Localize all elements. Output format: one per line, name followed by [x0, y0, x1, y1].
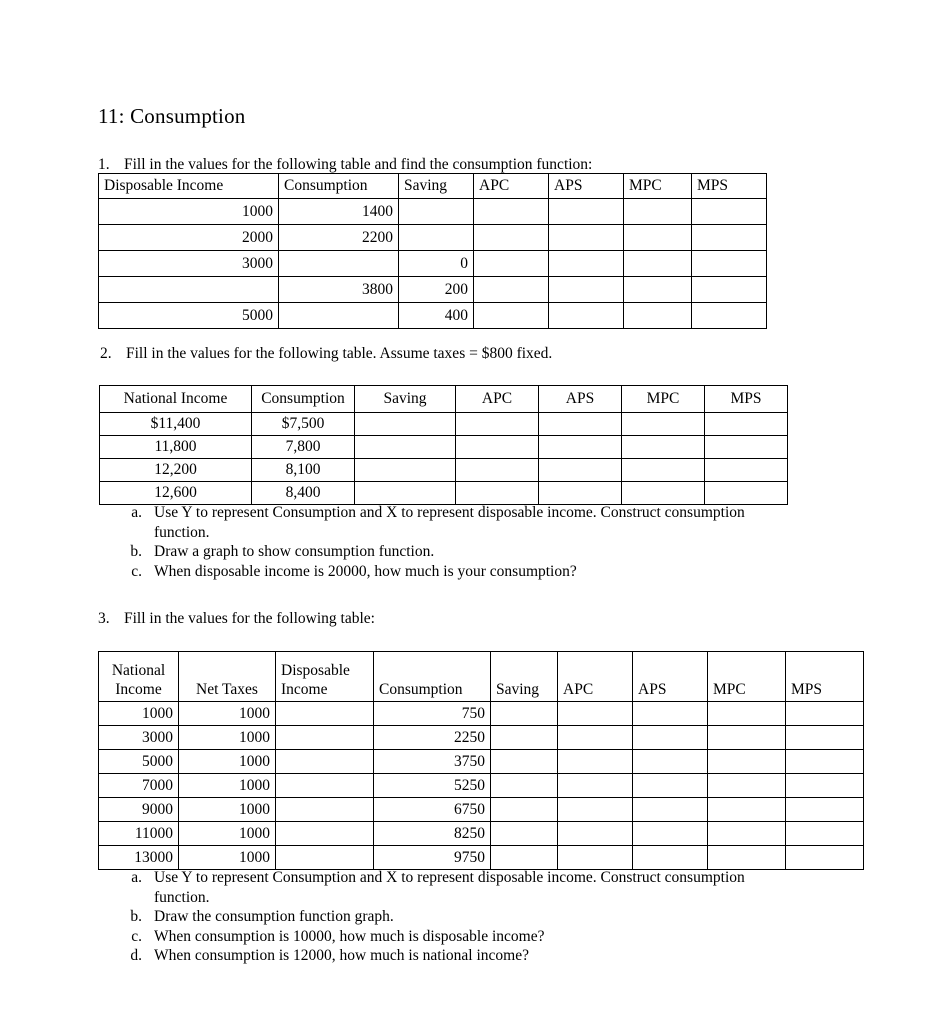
table-cell: 7000	[99, 774, 179, 798]
subquestion-text: Use Y to represent Consumption and X to represent disposable income. Construct consumption function.	[154, 504, 745, 541]
table-cell: 13000	[99, 846, 179, 870]
question-2-prompt	[100, 344, 552, 363]
table-row	[99, 277, 767, 303]
table-cell	[355, 459, 456, 482]
table-cell	[456, 436, 539, 459]
table-cell	[456, 413, 539, 436]
column-header: Saving	[491, 652, 558, 702]
table-cell: 9750	[374, 846, 491, 870]
table-cell: 750	[374, 702, 491, 726]
question-1-prompt	[98, 155, 592, 174]
table-cell	[549, 277, 624, 303]
table-cell	[456, 482, 539, 505]
table-cell	[491, 702, 558, 726]
table-cell	[786, 822, 864, 846]
table-cell	[692, 303, 767, 329]
table-row	[99, 225, 767, 251]
table-cell: 400	[399, 303, 474, 329]
table-cell	[633, 726, 708, 750]
column-header: Net Taxes	[179, 652, 276, 702]
table-cell	[708, 846, 786, 870]
table-cell: 9000	[99, 798, 179, 822]
subquestion-item	[120, 542, 800, 562]
table-cell: 11000	[99, 822, 179, 846]
table-row	[99, 199, 767, 225]
table-row	[99, 798, 864, 822]
table-row	[99, 846, 864, 870]
subquestion-text: Draw a graph to show consumption function.	[154, 543, 435, 560]
table-cell	[549, 303, 624, 329]
table-cell: 8,400	[252, 482, 355, 505]
subquestion-item	[120, 946, 800, 966]
table-cell: 2200	[279, 225, 399, 251]
table-cell	[786, 750, 864, 774]
table-cell: 1000	[179, 726, 276, 750]
table-national-income-fixed-tax	[99, 385, 788, 505]
table-cell	[279, 251, 399, 277]
table-cell: 5250	[374, 774, 491, 798]
column-header: MPC	[624, 174, 692, 199]
table-cell	[558, 846, 633, 870]
table-cell	[692, 225, 767, 251]
table-cell	[558, 798, 633, 822]
subquestion-text: When consumption is 12000, how much is national income?	[154, 947, 529, 964]
table-cell	[708, 702, 786, 726]
subquestion-text: When disposable income is 20000, how much is your consumption?	[154, 562, 577, 580]
question-3-text: Fill in the values for the following table:	[124, 610, 375, 627]
column-header: National Income	[100, 386, 252, 413]
table-cell: 3000	[99, 251, 279, 277]
table-cell: 1000	[179, 846, 276, 870]
table-row	[99, 774, 864, 798]
column-header: MPC	[708, 652, 786, 702]
table-cell: 3000	[99, 726, 179, 750]
subquestion-text: When consumption is 10000, how much is disposable income?	[154, 927, 545, 945]
table-cell	[622, 482, 705, 505]
table-cell	[705, 436, 788, 459]
table-cell	[474, 277, 549, 303]
table-cell	[399, 199, 474, 225]
table-cell	[276, 774, 374, 798]
table-cell	[491, 798, 558, 822]
table-cell	[99, 277, 279, 303]
table-cell: 8250	[374, 822, 491, 846]
table-cell	[633, 702, 708, 726]
column-header: Consumption	[252, 386, 355, 413]
question-2-subquestions	[120, 503, 800, 581]
table-cell	[276, 702, 374, 726]
table-national-income-net-taxes	[98, 651, 864, 870]
column-header: APC	[474, 174, 549, 199]
subquestion-item	[120, 907, 800, 927]
table-row	[99, 303, 767, 329]
table-cell	[558, 702, 633, 726]
table-cell	[708, 822, 786, 846]
table-cell	[705, 482, 788, 505]
table-cell: 1000	[99, 702, 179, 726]
table-cell	[633, 798, 708, 822]
table-cell	[549, 251, 624, 277]
table-cell: 2000	[99, 225, 279, 251]
table-cell: 1000	[179, 702, 276, 726]
table-cell: 12,600	[100, 482, 252, 505]
column-header: APS	[633, 652, 708, 702]
question-3-number: 3.	[98, 610, 110, 627]
table-cell	[692, 199, 767, 225]
question-3-subquestions	[120, 868, 800, 966]
table-cell	[708, 798, 786, 822]
table-cell: 8,100	[252, 459, 355, 482]
table-cell	[622, 413, 705, 436]
table-cell	[692, 251, 767, 277]
table-cell	[491, 774, 558, 798]
column-header: Saving	[399, 174, 474, 199]
column-header: Consumption	[374, 652, 491, 702]
subquestion-item	[120, 927, 800, 947]
column-header: MPS	[705, 386, 788, 413]
table-cell	[708, 774, 786, 798]
table-cell: 7,800	[252, 436, 355, 459]
table-cell	[633, 822, 708, 846]
table-cell	[786, 846, 864, 870]
column-header: MPS	[786, 652, 864, 702]
subquestion-letter: a.	[131, 869, 142, 886]
column-header: APS	[549, 174, 624, 199]
table-cell	[276, 846, 374, 870]
table-row	[100, 459, 788, 482]
table-cell	[456, 459, 539, 482]
table-cell	[549, 225, 624, 251]
subquestion-letter: b.	[130, 908, 142, 925]
table-cell	[474, 303, 549, 329]
table-cell: 1000	[179, 774, 276, 798]
table-cell	[276, 750, 374, 774]
column-header: APS	[539, 386, 622, 413]
table-cell	[786, 702, 864, 726]
column-header: Saving	[355, 386, 456, 413]
table-cell	[355, 436, 456, 459]
column-header: Disposable Income	[276, 652, 374, 702]
question-1-text: Fill in the values for the following table and find the consumption function:	[124, 156, 593, 173]
table-cell: 2250	[374, 726, 491, 750]
table-cell: 12,200	[100, 459, 252, 482]
table-header-row	[99, 652, 864, 702]
table-cell	[624, 303, 692, 329]
column-header: National Income	[99, 652, 179, 702]
table-cell: $11,400	[100, 413, 252, 436]
table-cell	[705, 459, 788, 482]
table-cell: 1400	[279, 199, 399, 225]
table-cell	[549, 199, 624, 225]
column-header: APC	[558, 652, 633, 702]
table-cell: 1000	[179, 798, 276, 822]
column-header: Consumption	[279, 174, 399, 199]
table-cell: 1000	[99, 199, 279, 225]
question-2-number: 2.	[100, 345, 112, 362]
table-cell	[633, 774, 708, 798]
column-header: MPS	[692, 174, 767, 199]
table-cell	[276, 726, 374, 750]
table-row	[99, 822, 864, 846]
table-row	[100, 413, 788, 436]
table-row	[99, 702, 864, 726]
table-row	[100, 482, 788, 505]
table-cell	[399, 225, 474, 251]
table-cell	[633, 846, 708, 870]
table-cell: 200	[399, 277, 474, 303]
table-cell	[276, 822, 374, 846]
table-cell	[558, 750, 633, 774]
table-cell	[624, 199, 692, 225]
subquestion-letter: a.	[131, 504, 142, 521]
table-cell	[692, 277, 767, 303]
table-cell	[474, 225, 549, 251]
table-cell	[624, 225, 692, 251]
table-cell	[786, 726, 864, 750]
column-header: MPC	[622, 386, 705, 413]
table-cell	[279, 303, 399, 329]
subquestion-letter: d.	[130, 947, 142, 964]
table-cell: 3800	[279, 277, 399, 303]
question-2-text: Fill in the values for the following table. Assume taxes = $800 fixed.	[126, 345, 553, 362]
question-3-prompt	[98, 609, 375, 628]
table-cell	[624, 277, 692, 303]
table-cell: 1000	[179, 822, 276, 846]
subquestion-item	[120, 562, 800, 582]
table-cell	[622, 436, 705, 459]
table-cell: 11,800	[100, 436, 252, 459]
table-cell	[539, 413, 622, 436]
table-cell	[633, 750, 708, 774]
column-header: Disposable Income	[99, 174, 279, 199]
table-cell	[622, 459, 705, 482]
table-cell	[491, 822, 558, 846]
table-row	[100, 436, 788, 459]
table-disposable-income	[98, 173, 767, 329]
table-header-row	[100, 386, 788, 413]
table-cell	[539, 436, 622, 459]
table-cell	[276, 798, 374, 822]
table-cell: 5000	[99, 303, 279, 329]
table-cell	[624, 251, 692, 277]
table-cell	[474, 199, 549, 225]
table-cell	[474, 251, 549, 277]
table-cell	[558, 822, 633, 846]
table-cell	[708, 726, 786, 750]
table-cell	[708, 750, 786, 774]
subquestion-letter: c.	[131, 927, 142, 945]
table-cell: 6750	[374, 798, 491, 822]
table-row	[99, 251, 767, 277]
table-cell	[539, 482, 622, 505]
subquestion-letter: b.	[130, 543, 142, 560]
table-cell	[355, 482, 456, 505]
table-header-row	[99, 174, 767, 199]
table-cell	[355, 413, 456, 436]
table-cell	[491, 750, 558, 774]
table-cell: 3750	[374, 750, 491, 774]
table-cell	[539, 459, 622, 482]
table-cell	[705, 413, 788, 436]
subquestion-item	[120, 503, 800, 542]
column-header: APC	[456, 386, 539, 413]
table-cell: 5000	[99, 750, 179, 774]
question-1-number: 1.	[98, 156, 110, 173]
table-cell	[558, 726, 633, 750]
table-cell	[491, 846, 558, 870]
subquestion-text: Draw the consumption function graph.	[154, 908, 394, 925]
page-title: 11: Consumption	[98, 104, 246, 128]
table-cell	[491, 726, 558, 750]
table-cell: 0	[399, 251, 474, 277]
subquestion-text: Use Y to represent Consumption and X to represent disposable income. Construct consumption function.	[154, 869, 745, 906]
table-row	[99, 750, 864, 774]
subquestion-item	[120, 868, 800, 907]
table-row	[99, 726, 864, 750]
table-cell: 1000	[179, 750, 276, 774]
subquestion-letter: c.	[131, 562, 142, 580]
table-cell	[786, 774, 864, 798]
table-cell: $7,500	[252, 413, 355, 436]
table-cell	[558, 774, 633, 798]
table-cell	[786, 798, 864, 822]
